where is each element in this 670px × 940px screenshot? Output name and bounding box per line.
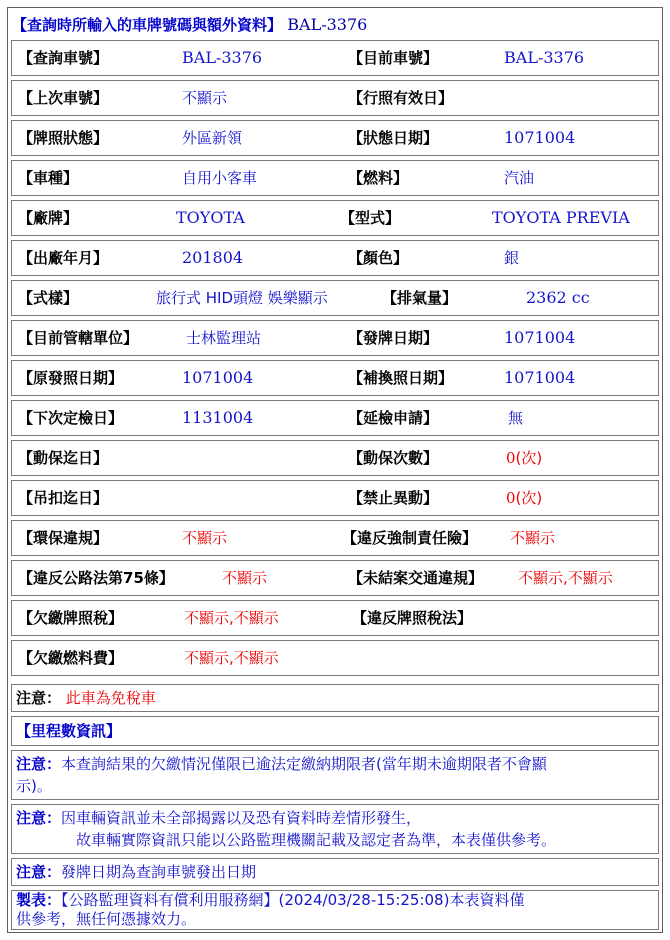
- value-brand: TOYOTA: [176, 208, 245, 227]
- note-label: 注意：: [16, 863, 62, 881]
- label-original-license-date: 【原發照日期】: [18, 369, 124, 387]
- value-insurance-violation: 不顯示: [510, 529, 556, 547]
- info-row: [11, 400, 659, 436]
- value-query-plate: BAL-3376: [182, 48, 263, 67]
- info-row: [11, 560, 659, 596]
- value-transfer-ban: 0(次): [506, 489, 543, 507]
- info-row: [11, 600, 659, 636]
- label-manufacture-date: 【出廠年月】: [18, 249, 109, 267]
- value-unpaid-license-tax: 不顯示,不顯示: [184, 609, 279, 627]
- note-label: 注意：: [16, 755, 62, 773]
- report-footer: [11, 890, 659, 930]
- value-displacement: 2362 cc: [526, 288, 590, 307]
- label-brand: 【廠牌】: [18, 209, 79, 227]
- label-fuel: 【燃料】: [348, 169, 409, 187]
- note-text-line: 故車輛實際資訊只能以公路監理機關記載及認定者為準，本表僅供參考。: [76, 831, 557, 849]
- note-disclosure: [11, 804, 659, 854]
- value-open-traffic-violations: 不顯示,不顯示: [518, 569, 613, 587]
- value-previous-plate: 不顯示: [182, 89, 228, 107]
- value-color: 銀: [504, 249, 520, 267]
- info-row: [11, 320, 659, 356]
- value-style: 旅行式 HID頭燈 娛樂顯示: [156, 289, 328, 307]
- value-vehicle-type: 自用小客車: [182, 169, 258, 187]
- info-row: [11, 240, 659, 276]
- header-title: 【查詢時所輸入的車牌號碼與額外資料】: [12, 16, 283, 34]
- value-model: TOYOTA PREVIA: [492, 208, 630, 227]
- value-lien-count: 0(次): [506, 449, 543, 467]
- label-unpaid-license-tax: 【欠繳牌照稅】: [18, 609, 124, 627]
- info-row: [11, 480, 659, 516]
- info-row: [11, 440, 659, 476]
- tax-note-text: 此車為免稅車: [65, 689, 156, 707]
- value-current-plate: BAL-3376: [504, 48, 585, 67]
- label-plate-status: 【牌照狀態】: [18, 129, 109, 147]
- value-next-inspection: 1131004: [182, 408, 254, 427]
- note-issue-date: [11, 858, 659, 886]
- header-plate: BAL-3376: [287, 15, 368, 34]
- tax-exempt-note: [11, 684, 659, 712]
- note-text-line: 發牌日期為查詢車號發出日期: [61, 863, 257, 881]
- footer-label: 製表：: [16, 891, 62, 909]
- label-model: 【型式】: [340, 209, 401, 227]
- info-row: [11, 160, 659, 196]
- info-row: [11, 280, 659, 316]
- tax-note-label: 注意：: [16, 689, 62, 707]
- note-text-line: 本查詢結果的欠繳情況僅限已逾法定繳納期限者(當年期未逾期限者不會顯: [61, 755, 547, 773]
- mileage-section: [11, 716, 659, 746]
- value-original-license-date: 1071004: [182, 368, 254, 387]
- label-highway-act-violation: 【違反公路法第75條】: [18, 569, 174, 587]
- label-open-traffic-violations: 【未結案交通違規】: [348, 569, 484, 587]
- label-current-plate: 【目前車號】: [348, 49, 439, 67]
- value-plate-status: 外區新領: [182, 129, 243, 147]
- query-header: [12, 11, 367, 39]
- label-previous-plate: 【上次車號】: [18, 89, 109, 107]
- note-text-line: 因車輛資訊並未全部揭露以及恐有資料時差情形發生，: [61, 809, 422, 827]
- label-license-tax-violation: 【違反牌照稅法】: [352, 609, 473, 627]
- label-replacement-date: 【補換照日期】: [348, 369, 454, 387]
- label-environmental-violation: 【環保違規】: [18, 529, 109, 547]
- label-lien-count: 【動保次數】: [348, 449, 439, 467]
- info-row: [11, 120, 659, 156]
- value-environmental-violation: 不顯示: [182, 529, 228, 547]
- value-status-date: 1071004: [504, 128, 576, 147]
- label-license-valid-date: 【行照有效日】: [348, 89, 454, 107]
- label-issue-date: 【發牌日期】: [348, 329, 439, 347]
- label-next-inspection: 【下次定檢日】: [18, 409, 124, 427]
- value-jurisdiction: 士林監理站: [186, 329, 262, 347]
- value-issue-date: 1071004: [504, 328, 576, 347]
- value-replacement-date: 1071004: [504, 368, 576, 387]
- mileage-title: 【里程數資訊】: [16, 722, 122, 740]
- label-unpaid-fuel-fee: 【欠繳燃料費】: [18, 649, 124, 667]
- value-fuel: 汽油: [504, 169, 535, 187]
- footer-text-line: 【公路監理資料有償利用服務網】(2024/03/28-15:25:08)本表資料僅: [61, 891, 525, 909]
- value-highway-act-violation: 不顯示: [222, 569, 268, 587]
- value-inspection-extension: 無: [508, 409, 524, 427]
- note-overdue: [11, 750, 659, 800]
- label-style: 【式樣】: [18, 289, 79, 307]
- label-query-plate: 【查詢車號】: [18, 49, 109, 67]
- label-jurisdiction: 【目前管轄單位】: [18, 329, 139, 347]
- info-row: [11, 640, 659, 676]
- label-vehicle-type: 【車種】: [18, 169, 79, 187]
- note-label: 注意：: [16, 809, 62, 827]
- info-row: [11, 520, 659, 556]
- label-insurance-violation: 【違反強制責任險】: [342, 529, 478, 547]
- value-unpaid-fuel-fee: 不顯示,不顯示: [184, 649, 279, 667]
- label-lien-end-date: 【動保迄日】: [18, 449, 109, 467]
- label-displacement: 【排氣量】: [382, 289, 458, 307]
- info-row: [11, 40, 659, 76]
- info-row: [11, 80, 659, 116]
- label-suspension-end-date: 【吊扣迄日】: [18, 489, 109, 507]
- info-row: [11, 360, 659, 396]
- label-color: 【顏色】: [348, 249, 409, 267]
- value-manufacture-date: 201804: [182, 248, 244, 267]
- info-row: [11, 200, 659, 236]
- note-text-line: 示)。: [16, 777, 52, 795]
- label-inspection-extension: 【延檢申請】: [348, 409, 439, 427]
- label-status-date: 【狀態日期】: [348, 129, 439, 147]
- label-transfer-ban: 【禁止異動】: [348, 489, 439, 507]
- report-page: [7, 7, 663, 933]
- footer-text-line: 供參考，無任何憑據效力。: [16, 910, 197, 928]
